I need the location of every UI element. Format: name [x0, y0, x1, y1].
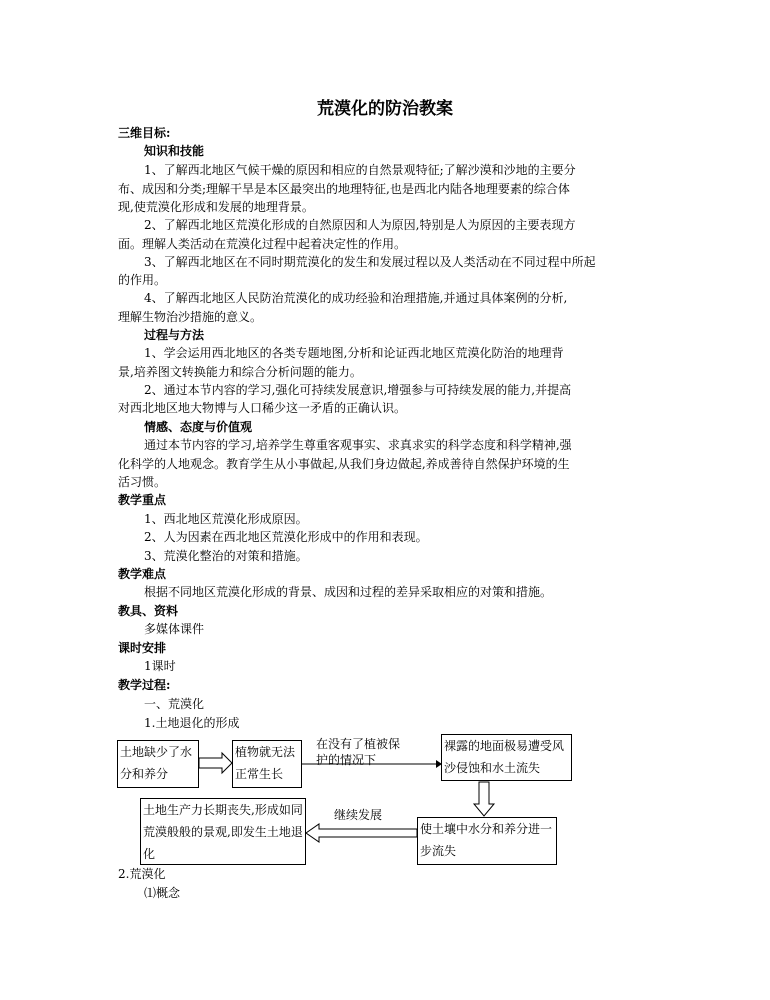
paragraph-line: 布、成因和分类;理解干旱是本区最突出的地理特征,也是西北内陆各地理要素的综合体 [118, 182, 570, 196]
paragraph-line: 面。理解人类活动在荒漠化过程中起着决定性的作用。 [118, 237, 407, 251]
arrow-down-icon [474, 782, 494, 816]
paragraph-line: 景,培养图文转换能力和综合分析问题的能力。 [118, 365, 362, 379]
paragraph-line: 的作用。 [118, 273, 167, 287]
flow-label: 继续发展 [334, 808, 383, 822]
paragraph-line: 对西北地区地大物博与人口稀少这一矛盾的正确认识。 [118, 401, 407, 415]
paragraph-line: 化科学的人地观念。教育学生从小事做起,从我们身边做起,养成善待自然保护环境的生 [118, 457, 570, 471]
flow-box: 土地缺少了水分和养分 [117, 740, 199, 788]
flow-box: 使土壤中水分和养分进一步流失 [417, 817, 557, 865]
paragraph-line: 现,使荒漠化形成和发展的地理背景。 [118, 200, 314, 214]
paragraph-line: 2、通过本节内容的学习,强化可持续发展意识,增强参与可持续发展的能力,并提高 [144, 383, 572, 397]
flow-box: 裸露的地面极易遭受风沙侵蚀和水土流失 [441, 734, 572, 781]
subheading: 情感、态度与价值观 [144, 420, 253, 434]
paragraph-line: 多媒体课件 [144, 622, 205, 636]
section-heading: 教学重点 [118, 493, 167, 507]
paragraph-line: 活习惯。 [118, 475, 167, 489]
subheading: 知识和技能 [144, 144, 205, 158]
paragraph-line: 1课时 [144, 659, 176, 673]
paragraph-line: ⑴概念 [144, 886, 181, 900]
list-item: 1、西北地区荒漠化形成原因。 [144, 512, 308, 526]
arrow-left-icon [306, 824, 417, 842]
list-item: 3、荒漠化整治的对策和措施。 [144, 549, 308, 563]
section-heading: 教学难点 [118, 567, 167, 581]
paragraph-line: 4、了解西北地区人民防治荒漠化的成功经验和治理措施,并通过具体案例的分析, [144, 291, 568, 305]
paragraph-line: 3、了解西北地区在不同时期荒漠化的发生和发展过程以及人类活动在不同过程中所起 [144, 255, 596, 269]
paragraph-line: 一、荒漠化 [144, 697, 205, 711]
list-item: 2、人为因素在西北地区荒漠化形成中的作用和表现。 [144, 530, 428, 544]
section-heading: 课时安排 [118, 641, 167, 655]
paragraph-line: 1.土地退化的形成 [144, 716, 240, 730]
section-heading: 2.荒漠化 [118, 867, 166, 881]
flow-label: 在没有了植被保护的情况下 [316, 737, 401, 767]
flow-box: 植物就无法正常生长 [232, 740, 302, 788]
subheading: 过程与方法 [144, 328, 205, 342]
paragraph-line: 通过本节内容的学习,培养学生尊重客观事实、求真求实的科学态度和科学精神,强 [144, 438, 572, 452]
paragraph-line: 2、了解西北地区荒漠化形成的自然原因和人为原因,特别是人为原因的主要表现方 [144, 218, 576, 232]
section-heading: 教具、资料 [118, 604, 179, 618]
page-title: 荒漠化的防治教案 [317, 99, 453, 119]
paragraph-line: 1、了解西北地区气候干燥的原因和相应的自然景观特征;了解沙漠和沙地的主要分 [144, 163, 576, 177]
section-heading: 三维目标: [118, 126, 171, 140]
flow-box: 土地生产力长期丧失,形成如同荒漠般般的景观,即发生土地退化 [140, 798, 306, 865]
paragraph-line: 根据不同地区荒漠化形成的背景、成因和过程的差异采取相应的对策和措施。 [144, 585, 553, 599]
paragraph-line: 理解生物治沙措施的意义。 [118, 310, 263, 324]
paragraph-line: 1、学会运用西北地区的各类专题地图,分析和论证西北地区荒漠化防治的地理背 [144, 346, 564, 360]
section-heading: 教学过程: [118, 678, 171, 692]
arrow-right-icon [199, 753, 232, 773]
